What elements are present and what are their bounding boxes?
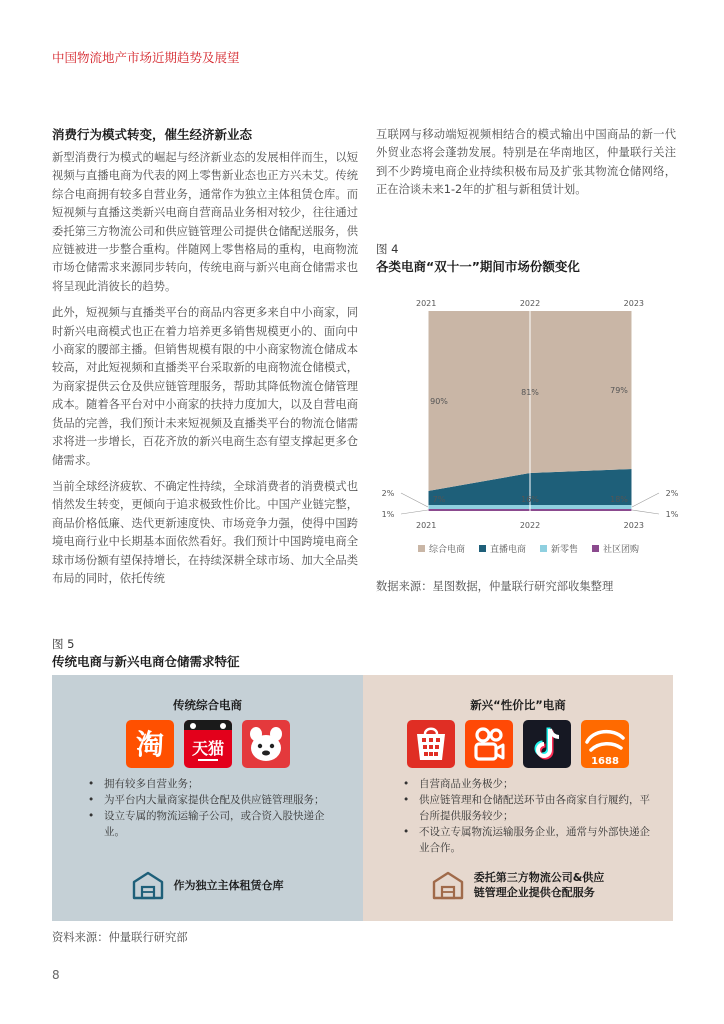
side-label-社区团购-2023: 1% [665, 510, 679, 519]
emerging-bullet-list [403, 776, 655, 856]
value-label-直播电商-2022: 16% [521, 495, 539, 504]
legend-label: 直播电商 [490, 545, 527, 555]
value-label-综合电商-2022: 81% [521, 388, 539, 397]
traditional-bullet-list [88, 776, 345, 840]
value-label-综合电商-2023: 79% [610, 386, 628, 395]
list-item: • 设立专属的物流运输子公司，或合资入股快递企业。 [88, 808, 345, 840]
warehouse-icon [132, 870, 164, 900]
kuaishou-icon [465, 720, 513, 768]
douyin-icon [523, 720, 571, 768]
figure5-title: 传统电商与新兴电商仓储需求特征 [52, 654, 240, 669]
paragraph-2: 此外，短视频与直播类平台的商品内容更多来自中小商家，同时新兴电商模式也正在着力培养更多销售规模更小的、面向中小商家的腰部主播。但销售规模有限的中小商家物流仓储成本较高，对此短视频和直播类平台采取新的电商物流仓储模式，为商家提供云仓及供应链管理服务，帮助其降低物流仓储管理成本。随着各平台对中小商家的扶持力度加大，以及自营电商货品的完善，我们预计未来短视频及直播类平台的物流仓储需求将进一步增长，百花齐放的新兴电商生态有望支撑起更多仓储需求。 [52, 306, 358, 467]
alibaba-1688-icon [581, 720, 629, 768]
paragraph-continued: 互联网与移动端短视频相结合的模式输出中国商品的新一代外贸业态将会蓬勃发展。特别是在华南地区，仲量联行关注到不少跨境电商企业持续积极布局及扩张其物流仓储网络，正在洽谈未来1-2年的扩租与新租赁计划。 [376, 128, 676, 197]
side-label-新零售-2023: 2% [665, 489, 679, 498]
alibaba-1688-icon-text: 1688 [591, 756, 619, 767]
legend-item [592, 542, 639, 555]
bottom-tick-2023: 2023 [623, 521, 644, 530]
value-label-直播电商-2021: 7% [432, 495, 446, 504]
panel-title-traditional: 传统综合电商 [173, 698, 242, 712]
emerging-footer-text [474, 870, 605, 900]
right-column [376, 126, 676, 208]
legend-item [540, 542, 578, 555]
tmall-icon-text: 天猫 [191, 739, 224, 758]
traditional-footer [52, 870, 363, 900]
figure4-title: 各类电商“双十一”期间市场份额变化 [376, 259, 580, 274]
panel-title-emerging: 新兴“性价比”电商 [470, 698, 566, 712]
list-item: • 不设立专属物流运输服务企业，通常与外部快递企业合作。 [403, 824, 655, 856]
footer-line: 链管理企业提供仓配服务 [473, 886, 595, 899]
emerging-app-icons [363, 720, 673, 768]
leader-line-社区团购-2023 [632, 510, 659, 514]
top-tick-2021: 2021 [416, 299, 437, 308]
side-label-社区团购-2021: 1% [381, 510, 395, 519]
bottom-tick-2021: 2021 [416, 521, 437, 530]
left-column [52, 125, 358, 596]
traditional-ecommerce-panel [52, 675, 363, 921]
leader-line-社区团购-2021 [401, 510, 428, 514]
legend-label: 新零售 [551, 545, 579, 555]
taobao-icon [126, 720, 174, 768]
top-tick-2022: 2022 [519, 299, 541, 308]
tmall-icon [184, 720, 232, 768]
report-title: 中国物流地产市场近期趋势及展望 [52, 50, 240, 65]
figure4-source: 数据来源：星图数据，仲量联行研究部收集整理 [376, 580, 614, 593]
legend-swatch [540, 545, 547, 552]
legend-item [479, 542, 526, 555]
legend-item [418, 542, 465, 555]
legend-label: 综合电商 [429, 545, 466, 555]
legend-label: 社区团购 [603, 545, 640, 555]
traditional-footer-text [174, 878, 284, 893]
jd-icon [242, 720, 290, 768]
market-share-area-chart [374, 292, 688, 564]
emerging-footer [363, 870, 673, 900]
footer-line: 委托第三方物流公司&供应 [473, 871, 605, 884]
value-label-直播电商-2023: 18% [610, 495, 628, 504]
list-item: • 自营商品业务极少； [403, 776, 655, 792]
legend-swatch [479, 545, 486, 552]
legend-swatch [418, 545, 425, 552]
page-number: 8 [52, 968, 60, 982]
emerging-ecommerce-panel [363, 675, 673, 921]
figure5-source: 资料来源：仲量联行研究部 [52, 931, 188, 944]
leader-line-新零售-2021 [401, 493, 428, 507]
value-label-综合电商-2021: 90% [430, 397, 448, 406]
pinduoduo-icon [407, 720, 455, 768]
top-tick-2023: 2023 [623, 299, 644, 308]
warehouse-icon [432, 870, 464, 900]
footer-line: 作为独立主体租赁仓库 [173, 878, 284, 892]
list-item: • 供应链管理和仓储配送环节由各商家自行履约，平台所提供服务较少； [403, 792, 655, 824]
bottom-tick-2022: 2022 [519, 521, 541, 530]
list-item: • 为平台内大量商家提供仓配及供应链管理服务； [88, 792, 345, 808]
taobao-icon-text: 淘 [135, 728, 164, 761]
paragraph-3: 当前全球经济疲软、不确定性持续，全球消费者的消费模式也悄然发生转变，更倾向于追求极致性价比。中国产业链完整，商品价格低廉、迭代更新速度快、市场竞争力强，使得中国跨境电商行业中长期基本面依然看好。我们预计中国跨境电商全球市场份额有望保持增长，在持续深耕全球市场、加大全品类布局的同时，依托传统 [52, 479, 358, 585]
figure5-label: 图 5 [52, 637, 75, 651]
section-heading: 消费行为模式转变，催生经济新业态 [52, 127, 253, 142]
side-label-新零售-2021: 2% [381, 489, 395, 498]
leader-line-新零售-2023 [632, 493, 659, 507]
chart-legend [418, 542, 639, 555]
traditional-app-icons [52, 720, 363, 768]
paragraph-1: 新型消费行为模式的崛起与经济新业态的发展相伴而生，以短视频与直播电商为代表的网上零售新业态也正方兴未艾。传统综合电商拥有较多自营业务，通常作为独立主体租赁仓库。而短视频与直播这类新兴电商自营商品业务相对较少，往往通过委托第三方物流公司和供应链管理公司提供仓储配送服务，供应链被进一步整合重构。伴随网上零售格局的重构，电商物流市场仓储需求来源同步转向，传统电商与新兴电商仓储需求也将呈现此消彼长的趋势。 [52, 151, 358, 293]
legend-swatch [592, 545, 599, 552]
list-item: • 拥有较多自营业务； [88, 776, 345, 792]
figure4-label: 图 4 [376, 242, 399, 256]
